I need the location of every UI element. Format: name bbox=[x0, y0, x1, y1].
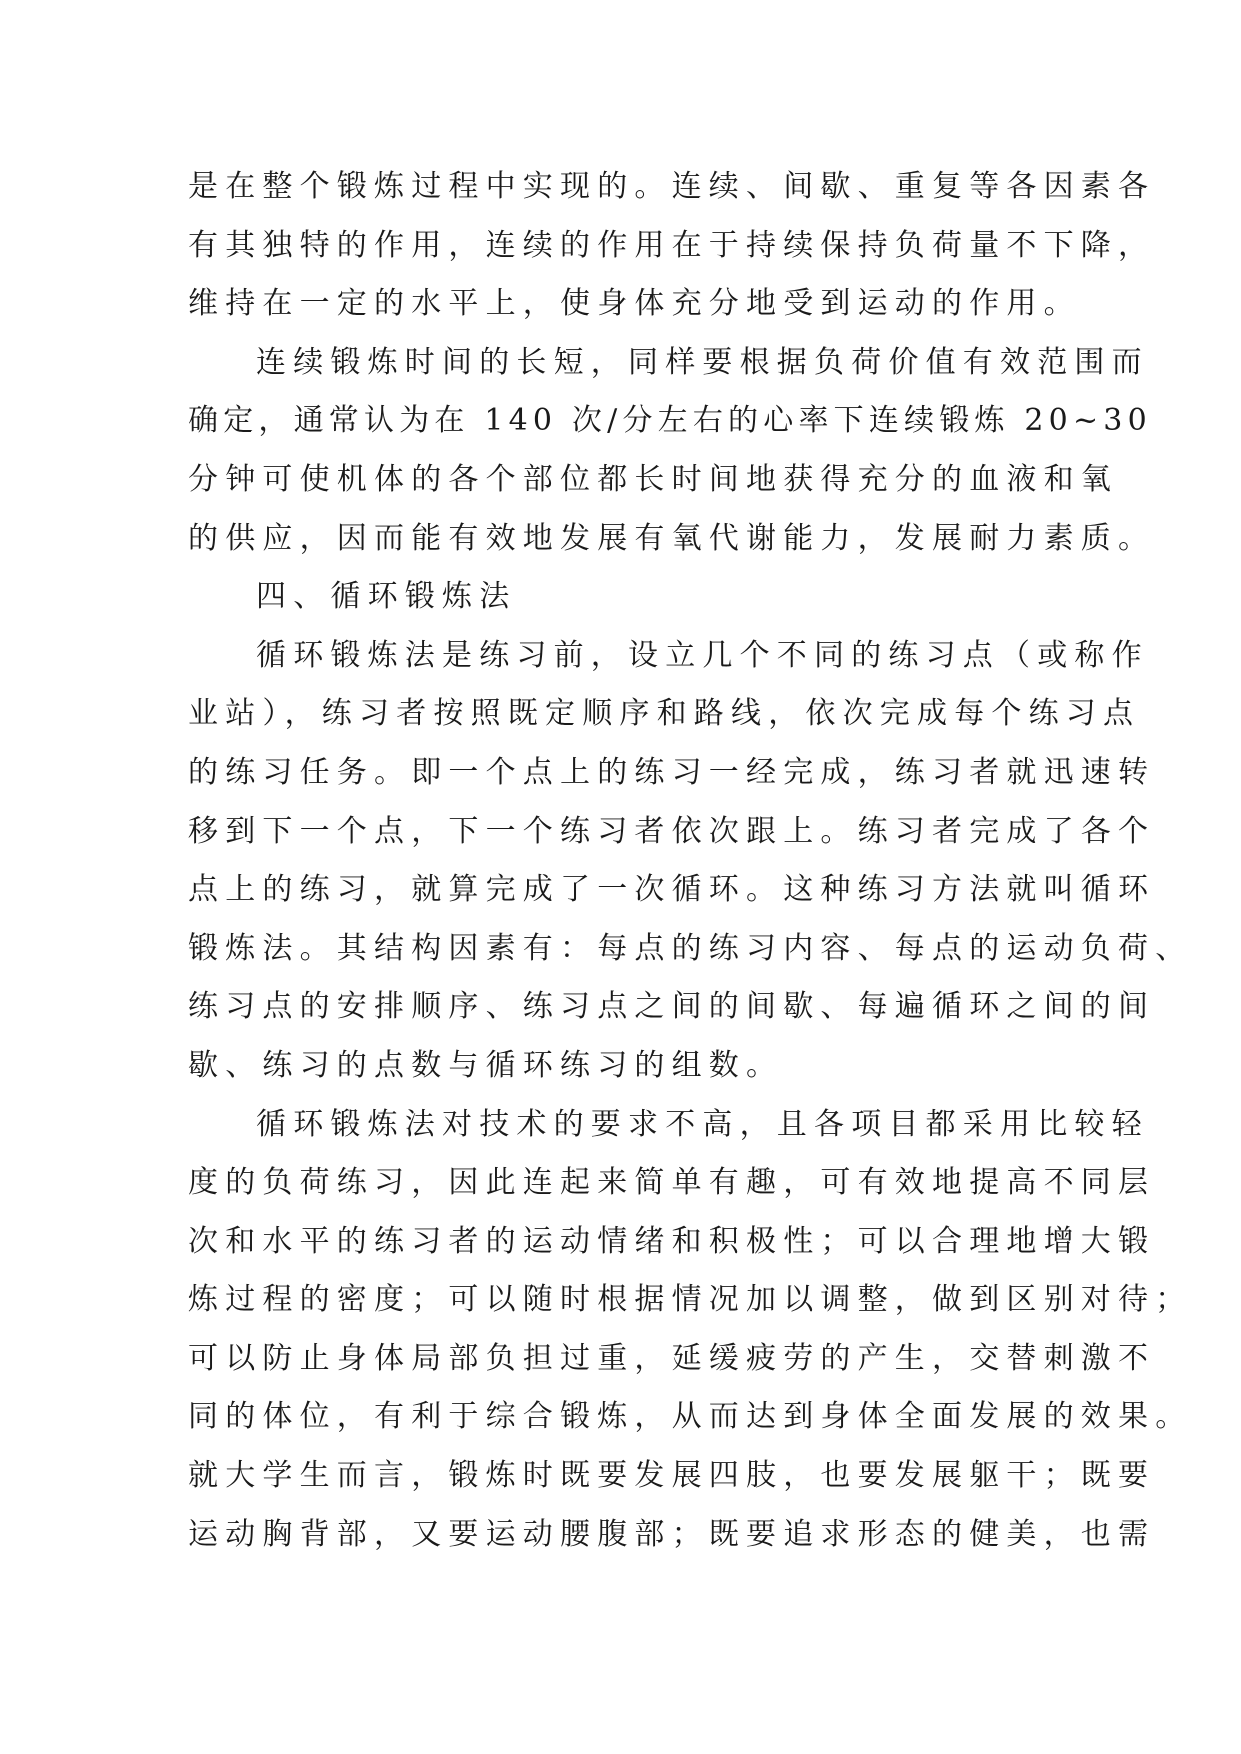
text-line: 炼过程的密度；可以随时根据情况加以调整，做到区别对待； bbox=[188, 1282, 1193, 1318]
text-line: 可以防止身体局部负担过重，延缓疲劳的产生，交替刺激不 bbox=[188, 1340, 1156, 1376]
text-line: 度的负荷练习，因此连起来简单有趣，可有效地提高不同层 bbox=[188, 1165, 1156, 1201]
paragraph-start-line: 循环锻炼法对技术的要求不高，且各项目都采用比较轻 bbox=[256, 1106, 1149, 1142]
text-line: 业站），练习者按照既定顺序和路线，依次完成每个练习点 bbox=[188, 696, 1141, 732]
text-line: 运动胸背部，又要运动腰腹部；既要追求形态的健美，也需 bbox=[188, 1516, 1156, 1552]
body-text bbox=[188, 158, 1193, 1564]
text-line: 次和水平的练习者的运动情绪和积极性；可以合理地增大锻 bbox=[188, 1223, 1156, 1259]
text-line: 的练习任务。即一个点上的练习一经完成，练习者就迅速转 bbox=[188, 754, 1156, 790]
text-line: 是在整个锻炼过程中实现的。连续、间歇、重复等各因素各 bbox=[188, 169, 1156, 204]
text-line: 锻炼法。其结构因素有：每点的练习内容、每点的运动负荷、 bbox=[188, 930, 1193, 966]
section-heading: 四、循环锻炼法 bbox=[256, 579, 517, 615]
text-line: 维持在一定的水平上，使身体充分地受到运动的作用。 bbox=[188, 286, 1081, 322]
paragraph-start-line: 循环锻炼法是练习前，设立几个不同的练习点（或称作 bbox=[256, 637, 1149, 673]
text-line: 歇、练习的点数与循环练习的组数。 bbox=[188, 1047, 784, 1083]
text-line: 分钟可使机体的各个部位都长时间地获得充分的血液和氧 bbox=[188, 461, 1118, 497]
text-line: 练习点的安排顺序、练习点之间的间歇、每遍循环之间的间 bbox=[188, 989, 1156, 1025]
text-line: 有其独特的作用，连续的作用在于持续保持负荷量不下降， bbox=[188, 227, 1156, 263]
paragraph-start-line: 连续锻炼时间的长短，同样要根据负荷价值有效范围而 bbox=[256, 344, 1149, 380]
text-line: 移到下一个点，下一个练习者依次跟上。练习者完成了各个 bbox=[188, 813, 1156, 849]
text-line: 确定，通常认为在 140 次/分左右的心率下连续锻炼 20~30 bbox=[188, 403, 1152, 439]
text-line: 点上的练习，就算完成了一次循环。这种练习方法就叫循环 bbox=[188, 872, 1156, 908]
text-line: 的供应，因而能有效地发展有氧代谢能力，发展耐力素质。 bbox=[188, 520, 1156, 556]
text-line: 同的体位，有利于综合锻炼，从而达到身体全面发展的效果。 bbox=[188, 1399, 1193, 1435]
text-line: 就大学生而言，锻炼时既要发展四肢，也要发展躯干；既要 bbox=[188, 1458, 1156, 1494]
